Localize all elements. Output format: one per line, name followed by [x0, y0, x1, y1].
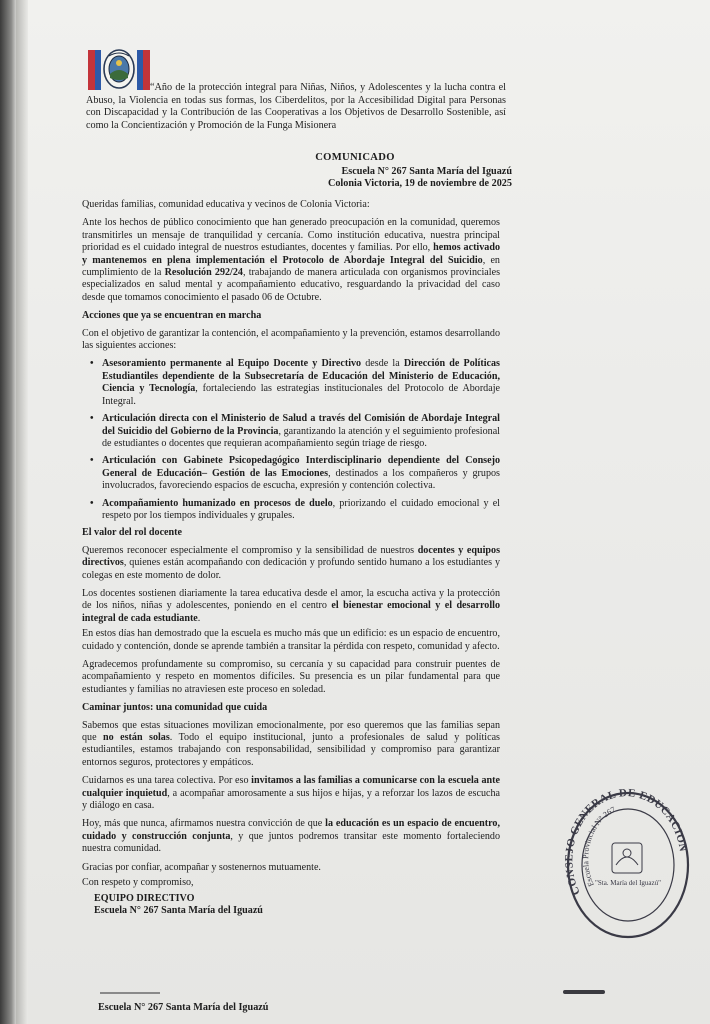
list-item: • Acompañamiento humanizado en procesos de duelo, priorizando el cuidado emocional y el respeto por los tiempos individuales y grupales.: [100, 498, 500, 523]
walk-paragraph-2: Cuidarnos es una tarea colectiva. Por eso invitamos a las familias a comunicarse con la escuela ante cualquier inquietud, a acompañar amorosamente a sus hijos e hijas, y a reforzar los lazos de escucha y diálogo en casa.: [82, 775, 501, 812]
list-item: • Articulación con Gabinete Psicopedagógico Interdisciplinario dependiente del Consejo General de Educación– Gestión de las Emociones, destinados a los compañeros y grupos involucrados, favoreciendo espacios de escucha, expresión y contención colectiva.: [100, 455, 500, 492]
school-line: Escuela N° 267 Santa María del Iguazú: [341, 166, 512, 177]
ink-mark: [563, 990, 605, 994]
signature-school: Escuela N° 267 Santa María del Iguazú: [94, 904, 263, 916]
walk-paragraph-3: Hoy, más que nunca, afirmamos nuestra convicción de que la educación es un espacio de encuentro, cuidado y construcción conjunta, y que juntos podremos transitar este momento fortaleciendo nuestra comunidad.: [82, 818, 500, 855]
signature-team: EQUIPO DIRECTIVO: [94, 892, 195, 904]
walk-heading: Caminar juntos: una comunidad que cuida: [82, 702, 268, 714]
walk-paragraph-1: Sabemos que estas situaciones movilizan emocionalmente, por eso queremos que las familias sepan que no están solas. Todo el equipo institucional, junto a profesionales de salud y políticas estudiantiles, estamos trabajando con responsabilidad, sensibilidad y compromiso para garantizar entornos seguros, protectores y empáticos.: [82, 719, 500, 768]
greeting: Queridas familias, comunidad educativa y vecinos de Colonia Victoria:: [82, 199, 370, 210]
place-date: Colonia Victoria, 19 de noviembre de 2025: [327, 178, 512, 190]
official-stamp: [562, 783, 692, 943]
school-header: [328, 166, 512, 191]
teacher-paragraph-4: Agradecemos profundamente su compromiso, su cercanía y su capacidad para construir puentes de acompañamiento y respeto en momentos difíciles. Su presencia es un pilar fundamental para que estudiantes y familias no atraviesen este proceso en soledad.: [82, 659, 500, 695]
stamp-center-text: "Sta. María del Iguazú": [595, 879, 661, 887]
actions-intro: Con el objetivo de garantizar la contención, el acompañamiento y la prevención, estamos desarrollando las siguientes acciones:: [82, 327, 500, 352]
list-item: • Articulación directa con el Ministerio de Salud a través del Comisión de Abordaje Integral del Suicidio del Gobierno de la Provincia, garantizando la atención y el seguimiento profesional de estudiantes o docentes que requieran acompañamiento según triage de riesgo.: [100, 413, 500, 450]
teacher-paragraph-2: Los docentes sostienen diariamente la tarea educativa desde el amor, la escucha activa y la protección de los niños, niñas y adolescentes, poniendo en el centro el bienestar emocional y el desarrollo integral de cada estudiante.: [82, 587, 500, 624]
teacher-paragraph-1: Queremos reconocer especialmente el compromiso y la sensibilidad de nuestros docentes y equipos directivos, quienes están acompañando con dedicación y profundo sentido humano a los estudiantes y colegas en este momento de dolor.: [82, 544, 500, 581]
letter-body: [82, 199, 500, 917]
footer-school: Escuela N° 267 Santa María del Iguazú: [98, 1002, 269, 1013]
stamp-inner-text: Escuela Provincial N° 267: [581, 805, 617, 888]
signature-block: [82, 893, 500, 918]
intro-paragraph: Ante los hechos de público conocimiento que han generado preocupación en la comunidad, queremos transmitirles un mensaje de tranquilidad y cercanía. Como institución educativa, nuestra principal prioridad es el cuidado integral de nuestros estudiantes, docentes y familias. Por ello, hemos activado y mantenemos en plena implementación el Protocolo de Abordaje Integral del Suicidio, en cumplimiento de la Resolución 292/24, trabajando de manera articulada con organismos provinciales especializados en salud mental y acompañamiento educativo, resguardando la privacidad del caso desde que tomamos conocimiento el pasado 06 de Octubre.: [82, 217, 500, 303]
closing-line: Con respeto y compromiso,: [82, 877, 194, 889]
teacher-heading: El valor del rol docente: [82, 527, 182, 539]
thanks-line: Gracias por confiar, acompañar y sostenernos mutuamente.: [82, 861, 321, 873]
footer-divider: [100, 992, 160, 994]
document-title: COMUNICADO: [315, 152, 395, 163]
year-motto: [86, 82, 506, 132]
motto-text: “Año de la protección integral para Niñas, Niños, y Adolescentes y la lucha contra el Abuso, la Violencia en todas sus formas, los Ciberdelitos, por la Accesibilidad Digital para Personas con Discapacidad y la Contribución de las Cooperativas a los Objetivos de Desarrollo Sostenible, así como la Concientización y Promoción de la Funga Misionera: [86, 82, 506, 131]
actions-heading: Acciones que ya se encuentran en marcha: [82, 310, 262, 322]
list-item: • Asesoramiento permanente al Equipo Docente y Directivo desde la Dirección de Políticas Estudiantiles dependiente de la Subsecretaría de Educación del Ministerio de Educación, Ciencia y Tecnología, fortaleciendo las estrategias institucionales del Protocolo de Abordaje Integral.: [100, 358, 500, 408]
teacher-paragraph-3: En estos días han demostrado que la escuela es mucho más que un edificio: es un espacio de encuentro, cuidado y contención, donde se aprende también a transitar la pérdida con respeto, comunidad y afecto.: [82, 628, 500, 652]
actions-list: [82, 358, 500, 522]
stamp-outer-text: CONSEJO GENERAL DE EDUCACION: [563, 787, 689, 897]
